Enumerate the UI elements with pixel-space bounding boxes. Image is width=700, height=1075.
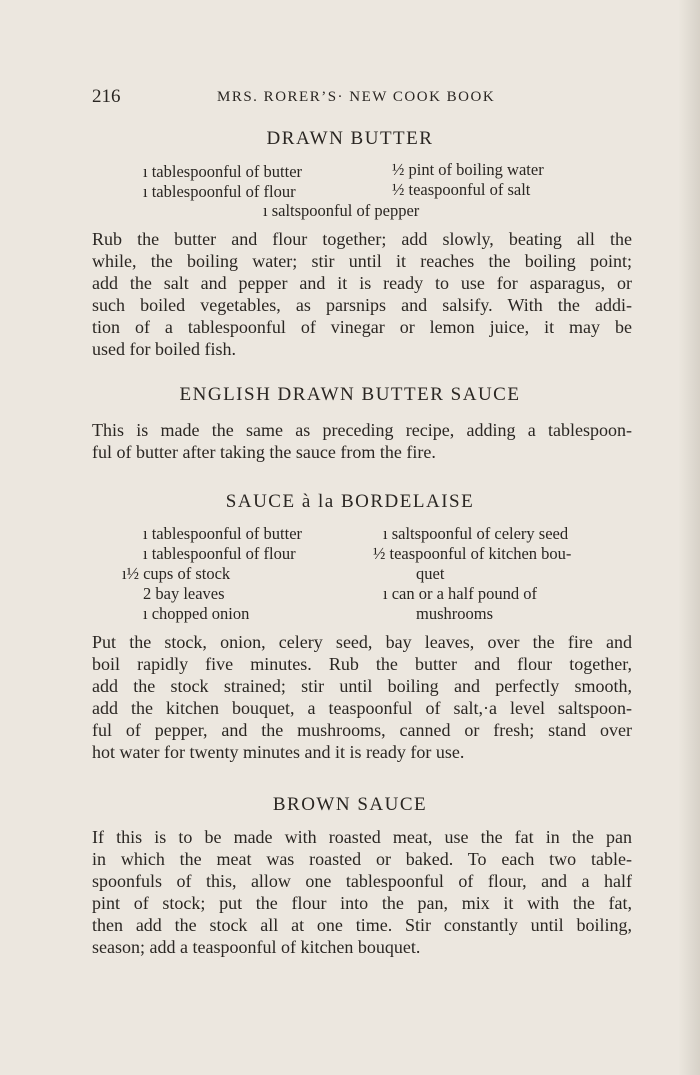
text-line: used for boiled fish. [92, 339, 236, 359]
text-line: boil rapidly five minutes. Rub the butter and flour together, [92, 654, 632, 674]
page-number: 216 [92, 86, 121, 107]
text-line: This is made the same as preceding recipe, adding a tablespoon- [92, 420, 632, 440]
ingredient: ı saltspoonful of pepper [263, 201, 420, 220]
text-line: Put the stock, onion, celery seed, bay leaves, over the fire and [92, 632, 632, 652]
text-line: then add the stock all at one time. Stir constantly until boiling, [92, 915, 632, 935]
text-line: such boiled vegetables, as parsnips and salsify. With the addi- [92, 295, 632, 315]
ingredient: ı tablespoonful of butter [143, 162, 303, 181]
text-line: add the salt and pepper and it is ready to use for asparagus, or [92, 273, 632, 293]
ingredient: ı saltspoonful of celery seed [383, 524, 569, 543]
text-line: pint of stock; put the flour into the pan, mix it with the fat, [92, 893, 632, 913]
text-line: tion of a tablespoonful of vinegar or lemon juice, it may be [92, 317, 632, 337]
text-line: season; add a teaspoonful of kitchen bouquet. [92, 937, 421, 957]
text-line: Rub the butter and flour together; add slowly, beating all the [92, 229, 632, 249]
page-header [92, 86, 632, 112]
recipe-body-english-sauce [92, 419, 632, 463]
text-line: in which the meat was roasted or baked. To each two table- [92, 849, 632, 869]
ingredient: ½ pint of boiling water [392, 160, 544, 179]
text-line: add the stock strained; stir until boiling and perfectly smooth, [92, 676, 632, 696]
ingredient: quet [416, 564, 445, 583]
recipe-title-brown-sauce: BROWN SAUCE [272, 794, 428, 815]
ingredient: ı tablespoonful of flour [143, 182, 296, 201]
ingredient: ı tablespoonful of butter [143, 524, 303, 543]
ingredient: mushrooms [416, 604, 494, 623]
recipe-title-drawn-butter: DRAWN BUTTER [266, 128, 434, 149]
text-line: ful of butter after taking the sauce from the fire. [92, 442, 436, 462]
recipe-body-brown-sauce [92, 826, 632, 958]
ingredient: 2 bay leaves [143, 584, 225, 603]
recipe-body-drawn-butter [92, 228, 632, 360]
text-line: while, the boiling water; stir until it reaches the boiling point; [92, 251, 632, 271]
ingredient: ı tablespoonful of flour [143, 544, 296, 563]
ingredient: ½ teaspoonful of salt [392, 180, 531, 199]
recipe-title-bordelaise: SAUCE à la BORDELAISE [225, 491, 475, 512]
page-edge-shadow [678, 0, 700, 1075]
ingredient: ı½ cups of stock [122, 564, 231, 583]
recipe-title-english-sauce: ENGLISH DRAWN BUTTER SAUCE [179, 384, 521, 405]
ingredient: ı can or a half pound of [383, 584, 537, 603]
text-line: hot water for twenty minutes and it is ready for use. [92, 742, 465, 762]
running-title: MRS. RORER’S· NEW COOK BOOK [217, 89, 496, 105]
text-line: ful of pepper, and the mushrooms, canned or fresh; stand over [92, 720, 632, 740]
text-line: spoonfuls of this, allow one tablespoonful of flour, and a half [92, 871, 632, 891]
text-line: add the kitchen bouquet, a teaspoonful of salt,·a level saltspoon- [92, 698, 632, 718]
ingredient: ı chopped onion [143, 604, 250, 623]
ingredient: ½ teaspoonful of kitchen bou- [373, 544, 572, 563]
recipe-body-bordelaise [92, 631, 632, 763]
text-line: If this is to be made with roasted meat, use the fat in the pan [92, 827, 632, 847]
